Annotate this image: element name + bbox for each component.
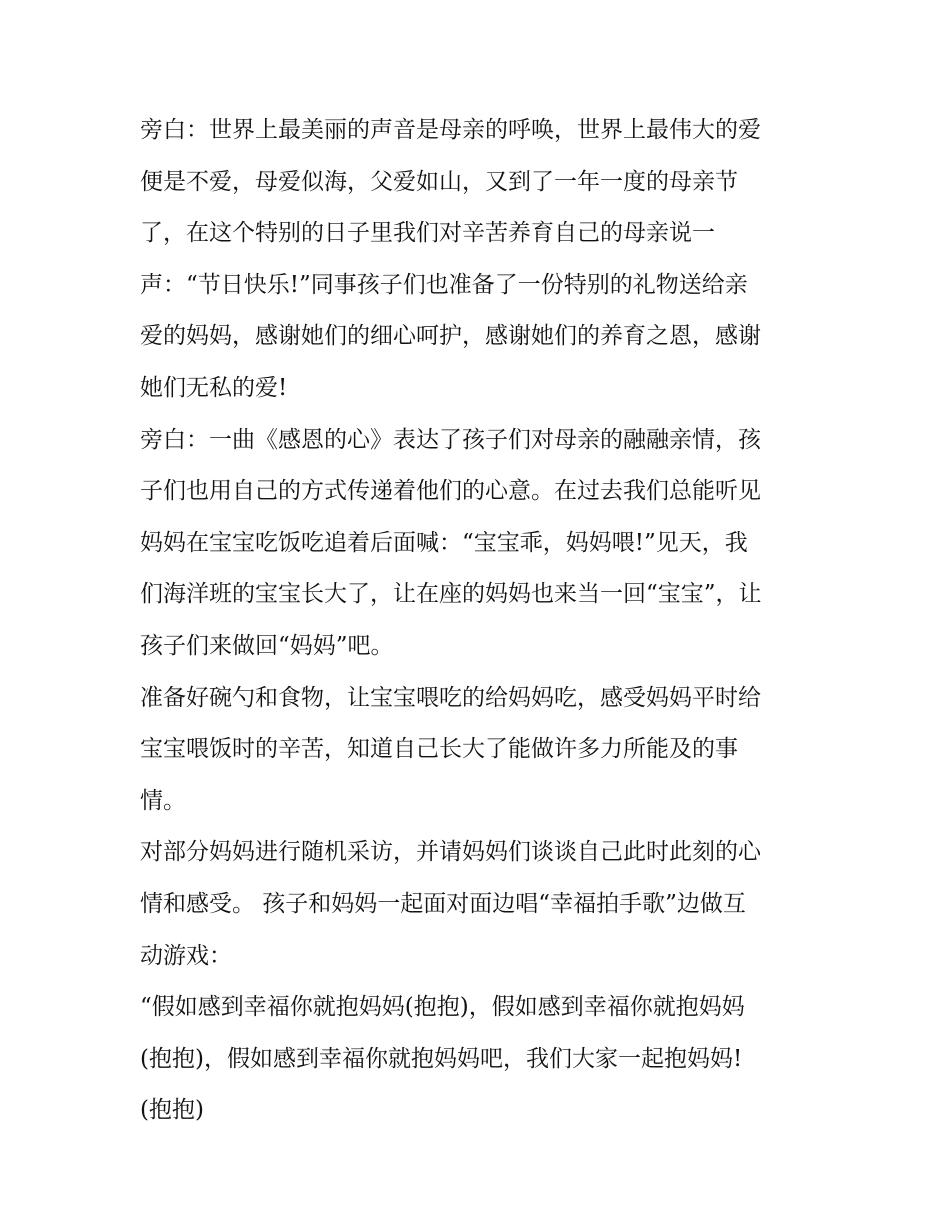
text-line: 子们也用自己的方式传递着他们的心意。在过去我们总能听见	[140, 478, 761, 505]
text-line: (抱抱)，假如感到幸福你就抱妈妈吧，我们大家一起抱妈妈!	[140, 1045, 743, 1072]
text-line: 动游戏：	[140, 942, 232, 969]
text-line: 宝宝喂饭时的辛苦，知道自己长大了能做许多力所能及的事	[140, 736, 738, 763]
text-line: 爱的妈妈，感谢她们的细心呵护，感谢她们的养育之恩，感谢	[140, 323, 761, 350]
text-line: 情和感受。 孩子和妈妈一起面对面边唱“幸福拍手歌”边做互	[140, 890, 746, 917]
text-line: 孩子们来做回“妈妈”吧。	[140, 632, 394, 659]
text-line: 情。	[140, 787, 186, 814]
text-line: (抱抱)	[140, 1097, 204, 1124]
text-line: 便是不爱，母爱似海，父爱如山，又到了一年一度的母亲节	[140, 168, 738, 195]
text-line: 旁白：世界上最美丽的声音是母亲的呼唤，世界上最伟大的爱	[140, 117, 761, 143]
document-body	[140, 105, 812, 1137]
text-line: 对部分妈妈进行随机采访，并请妈妈们谈谈自己此时此刻的心	[140, 839, 761, 866]
text-line: 们海洋班的宝宝长大了，让在座的妈妈也来当一回“宝宝”，让	[140, 581, 762, 608]
text-line: 她们无私的爱!	[140, 374, 288, 401]
text-line: 声：“节日快乐!”同事孩子们也准备了一份特别的礼物送给亲	[140, 271, 748, 298]
text-line: “假如感到幸福你就抱妈妈(抱抱)，假如感到幸福你就抱妈妈	[140, 994, 745, 1021]
text-line: 妈妈在宝宝吃饭吃追着后面喊：“宝宝乖，妈妈喂!”见天，我	[140, 529, 748, 556]
text-line: 了，在这个特别的日子里我们对辛苦养育自己的母亲说一	[140, 220, 715, 247]
text-line: 旁白：一曲《感恩的心》表达了孩子们对母亲的融融亲情，孩	[140, 426, 761, 453]
text-line: 准备好碗勺和食物，让宝宝喂吃的给妈妈吃，感受妈妈平时给	[140, 684, 761, 711]
